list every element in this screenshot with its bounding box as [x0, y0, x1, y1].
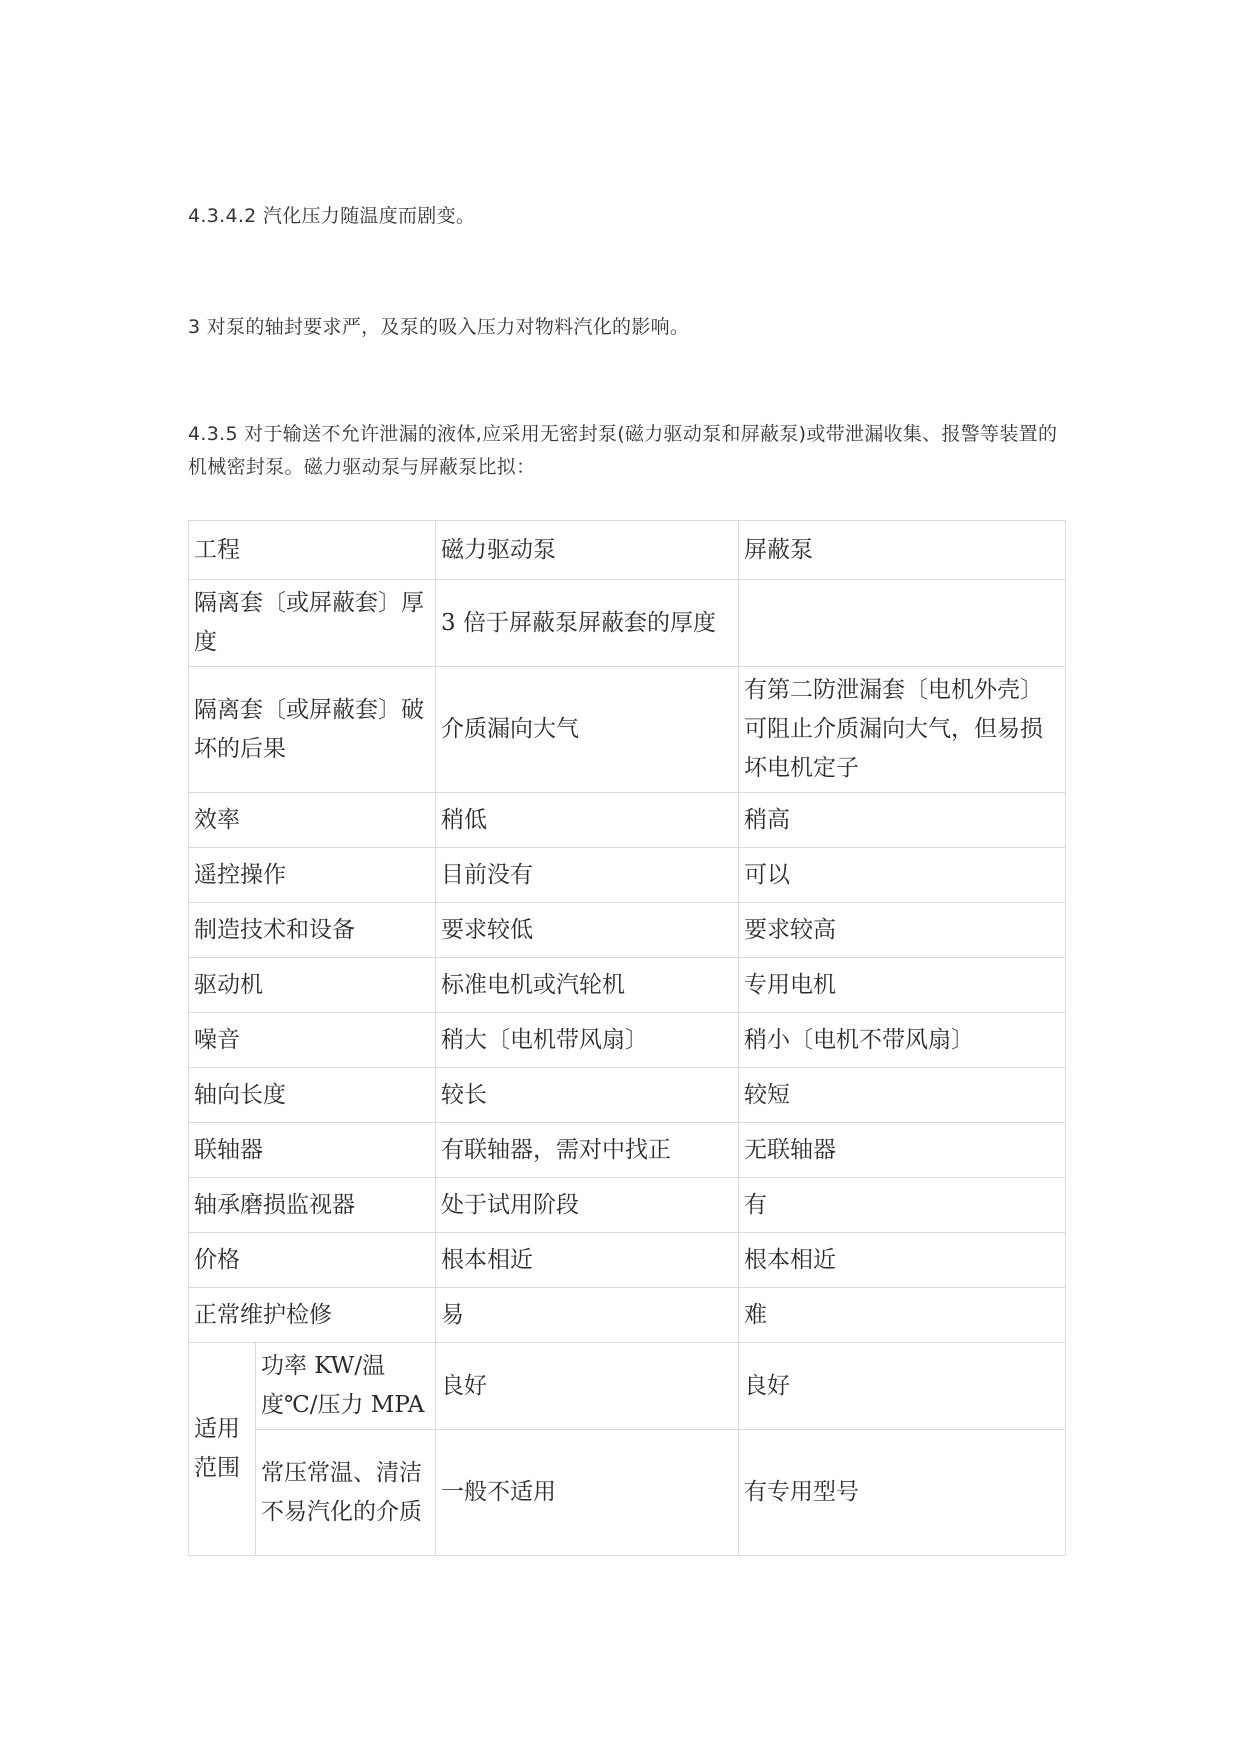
table-cell: 正常维护检修 [189, 1288, 436, 1343]
scope-label-cell: 适用范围 [189, 1343, 256, 1556]
paragraph-item-3: 3 对泵的轴封要求严，及泵的吸入压力对物料汽化的影响。 [188, 316, 690, 338]
header-cell: 工程 [189, 521, 436, 580]
table-row [189, 903, 1066, 958]
table-cell: 根本相近 [739, 1233, 1066, 1288]
table-cell: 目前没有 [436, 848, 739, 903]
table-cell: 良好 [739, 1343, 1066, 1430]
table-cell: 良好 [436, 1343, 739, 1430]
table-cell: 效率 [189, 793, 436, 848]
table-cell: 易 [436, 1288, 739, 1343]
table-cell: 隔离套〔或屏蔽套〕破坏的后果 [189, 667, 436, 793]
table-cell: 较短 [739, 1068, 1066, 1123]
table-cell: 有专用型号 [739, 1430, 1066, 1556]
table-row [189, 1288, 1066, 1343]
table-cell: 稍低 [436, 793, 739, 848]
table-row [189, 848, 1066, 903]
table-cell: 要求较低 [436, 903, 739, 958]
table-cell: 稍小〔电机不带风扇〕 [739, 1013, 1066, 1068]
table-row [189, 1013, 1066, 1068]
table-row [189, 1123, 1066, 1178]
table-cell: 3 倍于屏蔽泵屏蔽套的厚度 [436, 580, 739, 667]
table-cell: 噪音 [189, 1013, 436, 1068]
table-cell: 轴向长度 [189, 1068, 436, 1123]
table-cell: 无联轴器 [739, 1123, 1066, 1178]
paragraph-4-3-5: 4.3.5 对于输送不允许泄漏的液体,应采用无密封泵(磁力驱动泵和屏蔽泵)或带泄漏收集、报警等装置的机械密封泵。磁力驱动泵与屏蔽泵比拟： [188, 423, 1058, 478]
table-row [189, 1068, 1066, 1123]
table-cell: 驱动机 [189, 958, 436, 1013]
table-row [189, 1343, 1066, 1430]
paragraph-4-3-4-2: 4.3.4.2 汽化压力随温度而剧变。 [188, 205, 476, 227]
table-cell: 稍高 [739, 793, 1066, 848]
header-cell: 磁力驱动泵 [436, 521, 739, 580]
table-cell: 隔离套〔或屏蔽套〕厚度 [189, 580, 436, 667]
table-cell [739, 580, 1066, 667]
table-cell: 联轴器 [189, 1123, 436, 1178]
table-row [189, 1430, 1066, 1556]
table-cell: 标准电机或汽轮机 [436, 958, 739, 1013]
header-cell: 屏蔽泵 [739, 521, 1066, 580]
table-row [189, 793, 1066, 848]
table-cell: 一般不适用 [436, 1430, 739, 1556]
table-cell: 遥控操作 [189, 848, 436, 903]
table-cell: 介质漏向大气 [436, 667, 739, 793]
table-cell: 轴承磨损监视器 [189, 1178, 436, 1233]
table-cell: 制造技术和设备 [189, 903, 436, 958]
table-row [189, 1178, 1066, 1233]
table-cell: 功率 KW/温度℃/压力 MPA [256, 1343, 436, 1430]
table-cell: 可以 [739, 848, 1066, 903]
table-cell: 常压常温、清洁不易汽化的介质 [256, 1430, 436, 1556]
table-row [189, 1233, 1066, 1288]
table-cell: 根本相近 [436, 1233, 739, 1288]
table-cell: 有 [739, 1178, 1066, 1233]
table-cell: 有联轴器，需对中找正 [436, 1123, 739, 1178]
table-header-row [189, 521, 1066, 580]
table-cell: 较长 [436, 1068, 739, 1123]
table-cell: 有第二防泄漏套〔电机外壳〕可阻止介质漏向大气，但易损坏电机定子 [739, 667, 1066, 793]
comparison-table [188, 520, 1066, 1556]
table-cell: 稍大〔电机带风扇〕 [436, 1013, 739, 1068]
table-cell: 难 [739, 1288, 1066, 1343]
table-row [189, 667, 1066, 793]
table-cell: 专用电机 [739, 958, 1066, 1013]
table-cell: 要求较高 [739, 903, 1066, 958]
table-cell: 处于试用阶段 [436, 1178, 739, 1233]
table-row [189, 958, 1066, 1013]
table-row [189, 580, 1066, 667]
table-cell: 价格 [189, 1233, 436, 1288]
